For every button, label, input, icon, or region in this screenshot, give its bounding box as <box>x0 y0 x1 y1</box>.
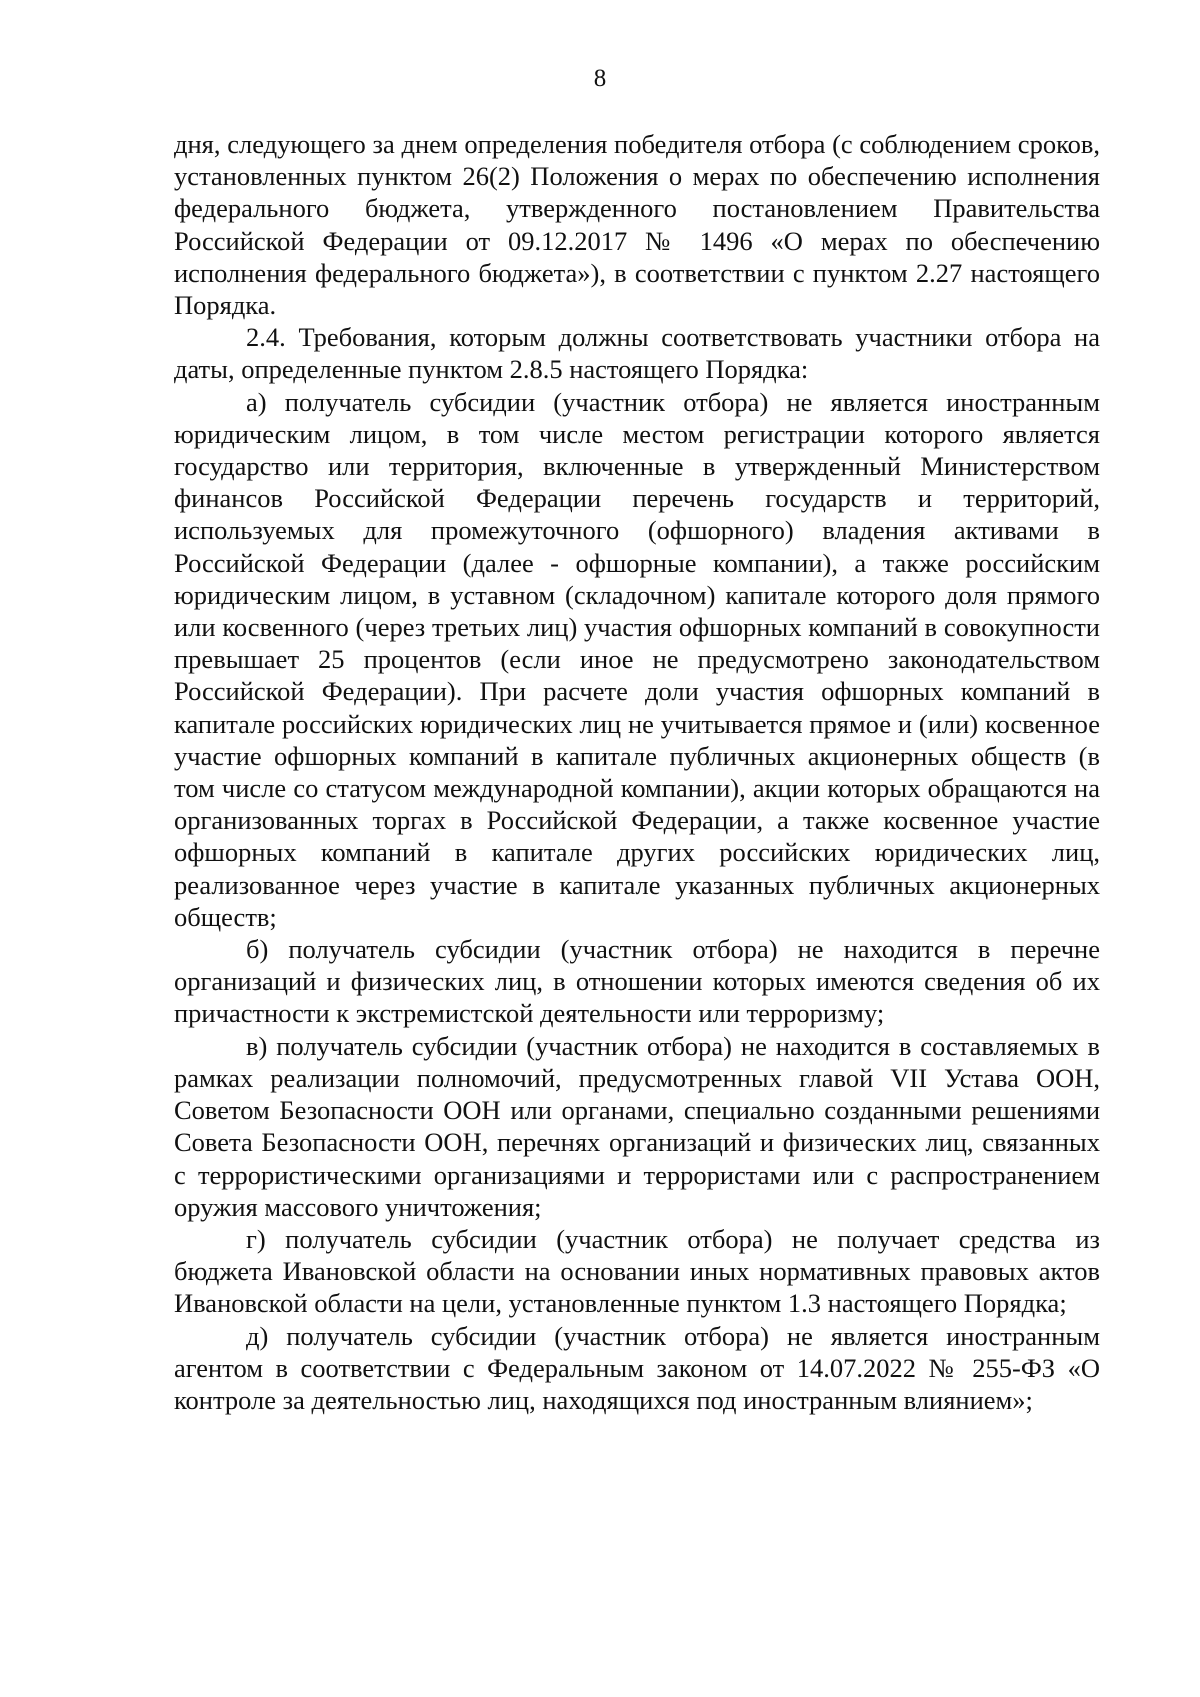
paragraph-item-a: а) получатель субсидии (участник отбора) не является иностранным юридическим лицом, в том числе местом регистрации которого является государство или территория, включенные в утвержденный Министерством финансов Российской Федерации перечень государств и территорий, используемых для промежуточного (офшорного) владения активами в Российской Федерации (далее - офшорные компании), а также российским юридическим лицом, в уставном (складочном) капитале которого доля прямого или косвенного (через третьих лиц) участия офшорных компаний в совокупности превышает 25 процентов (если иное не предусмотрено законодательством Российской Федерации). При расчете доли участия офшорных компаний в капитале российских юридических лиц не учитывается прямое и (или) косвенное участие офшорных компаний в капитале публичных акционерных обществ (в том числе со статусом международной компании), акции которых обращаются на организованных торгах в Российской Федерации, а также косвенное участие офшорных компаний в капитале других российских юридических лиц, реализованное через участие в капитале указанных публичных акционерных обществ; <box>174 386 1100 932</box>
paragraph-item-b: б) получатель субсидии (участник отбора) не находится в перечне организаций и физических лиц, в отношении которых имеются сведения об их причастности к экстремистской деятельности или терроризму; <box>174 934 1100 1029</box>
page-number: 8 <box>593 65 607 92</box>
paragraph-item-g: г) получатель субсидии (участник отбора) не получает средства из бюджета Ивановской области на основании иных нормативных правовых актов Ивановской области на цели, установленные пунктом 1.3 настоящего Порядка; <box>174 1223 1100 1319</box>
paragraph-item-d: д) получатель субсидии (участник отбора) не является иностранным агентом в соответствии с Федеральным законом от 14.07.2022 № 255-ФЗ «О контроле за деятельностью лиц, находящихся под иностранным влиянием»; <box>174 1320 1100 1415</box>
paragraph-continuation: дня, следующего за днем определения победителя отбора (с соблюдением сроков, установленных пунктом 26(2) Положения о мерах по обеспечению исполнения федерального бюджета, утвержденного постановлением Правительства Российской Федерации от 09.12.2017 № 1496 «О мерах по обеспечению исполнения федерального бюджета»), в соответствии с пунктом 2.27 настоящего Порядка. <box>174 129 1100 321</box>
paragraph-2-4-requirements: 2.4. Требования, которым должны соответствовать участники отбора на даты, определенные пунктом 2.8.5 настоящего Порядка: <box>174 322 1100 385</box>
paragraph-item-v: в) получатель субсидии (участник отбора) не находится в составляемых в рамках реализации полномочий, предусмотренных главой VII Устава ООН, Советом Безопасности ООН или органами, специально созданными решениями Совета Безопасности ООН, перечнях организаций и физических лиц, связанных с террористическими организациями и террористами или с распространением оружия массового уничтожения; <box>174 1030 1100 1222</box>
document-body <box>174 128 1100 1416</box>
